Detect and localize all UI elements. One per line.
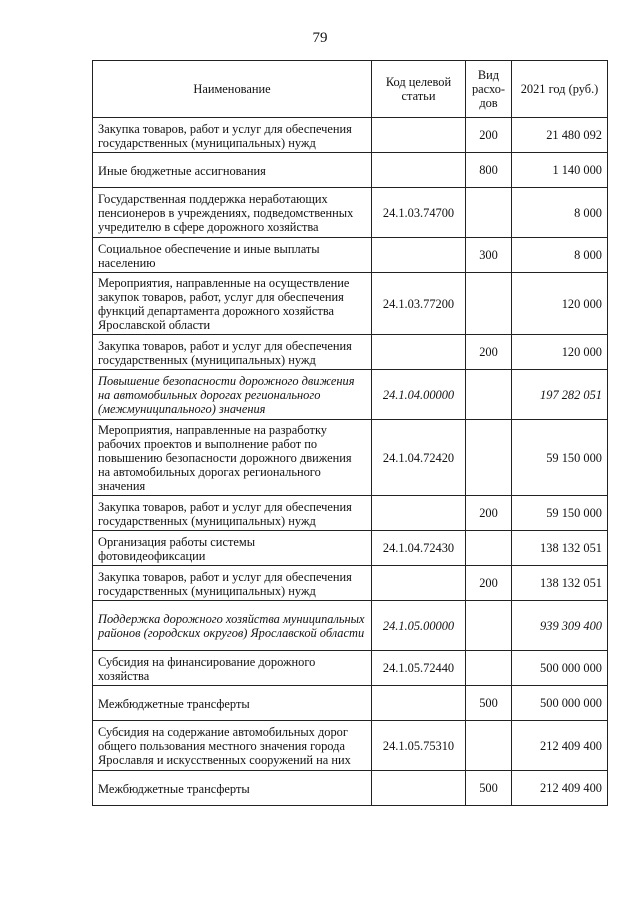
cell-type bbox=[466, 420, 512, 496]
table-row bbox=[93, 153, 608, 188]
cell-amount: 212 409 400 bbox=[512, 771, 608, 806]
cell-name: Субсидия на содержание автомобильных дорог общего пользования местного значения города Ярославля и искусственных сооружений на них bbox=[93, 721, 372, 771]
cell-code bbox=[372, 496, 466, 531]
cell-amount: 120 000 bbox=[512, 335, 608, 370]
table-row bbox=[93, 238, 608, 273]
table-row bbox=[93, 771, 608, 806]
cell-name: Закупка товаров, работ и услуг для обеспечения государственных (муниципальных) нужд bbox=[93, 496, 372, 531]
cell-amount: 1 140 000 bbox=[512, 153, 608, 188]
cell-type bbox=[466, 601, 512, 651]
cell-code bbox=[372, 118, 466, 153]
cell-code bbox=[372, 686, 466, 721]
cell-code: 24.1.05.72440 bbox=[372, 651, 466, 686]
cell-amount: 59 150 000 bbox=[512, 496, 608, 531]
cell-code: 24.1.04.72420 bbox=[372, 420, 466, 496]
cell-type bbox=[466, 651, 512, 686]
cell-amount: 500 000 000 bbox=[512, 651, 608, 686]
cell-type: 200 bbox=[466, 118, 512, 153]
cell-code: 24.1.03.74700 bbox=[372, 188, 466, 238]
cell-code bbox=[372, 566, 466, 601]
header-amount: 2021 год (руб.) bbox=[512, 61, 608, 118]
cell-name: Мероприятия, направленные на разработку рабочих проектов и выполнение работ по повышению безопасности дорожного движения на автомобильных дорогах регионального значения bbox=[93, 420, 372, 496]
cell-code: 24.1.04.00000 bbox=[372, 370, 466, 420]
cell-type: 500 bbox=[466, 771, 512, 806]
header-code: Код целевой статьи bbox=[372, 61, 466, 118]
table-row bbox=[93, 273, 608, 335]
table-row bbox=[93, 651, 608, 686]
page-number: 79 bbox=[312, 30, 328, 46]
cell-type: 200 bbox=[466, 335, 512, 370]
cell-code bbox=[372, 335, 466, 370]
header-name: Наименование bbox=[93, 61, 372, 118]
table-header-row bbox=[93, 61, 608, 118]
cell-amount: 212 409 400 bbox=[512, 721, 608, 771]
table-row bbox=[93, 566, 608, 601]
header-type: Вид расхо-дов bbox=[466, 61, 512, 118]
budget-table bbox=[92, 60, 608, 806]
cell-type bbox=[466, 273, 512, 335]
cell-name: Поддержка дорожного хозяйства муниципальных районов (городских округов) Ярославской области bbox=[93, 601, 372, 651]
cell-amount: 8 000 bbox=[512, 238, 608, 273]
cell-amount: 197 282 051 bbox=[512, 370, 608, 420]
table-body bbox=[93, 118, 608, 806]
cell-type: 200 bbox=[466, 566, 512, 601]
cell-code: 24.1.03.77200 bbox=[372, 273, 466, 335]
cell-name: Закупка товаров, работ и услуг для обеспечения государственных (муниципальных) нужд bbox=[93, 335, 372, 370]
cell-name: Иные бюджетные ассигнования bbox=[93, 153, 372, 188]
table-row bbox=[93, 531, 608, 566]
cell-name: Мероприятия, направленные на осуществление закупок товаров, работ, услуг для обеспечения функций департамента дорожного хозяйства Ярославской области bbox=[93, 273, 372, 335]
cell-name: Организация работы системы фотовидеофиксации bbox=[93, 531, 372, 566]
cell-name: Субсидия на финансирование дорожного хозяйства bbox=[93, 651, 372, 686]
cell-code bbox=[372, 238, 466, 273]
cell-type bbox=[466, 721, 512, 771]
table-row bbox=[93, 420, 608, 496]
cell-name: Государственная поддержка неработающих пенсионеров в учреждениях, подведомственных учредителю в сфере дорожного хозяйства bbox=[93, 188, 372, 238]
cell-name: Повышение безопасности дорожного движения на автомобильных дорогах регионального (межмуниципального) значения bbox=[93, 370, 372, 420]
cell-amount: 8 000 bbox=[512, 188, 608, 238]
cell-code bbox=[372, 153, 466, 188]
cell-code: 24.1.04.72430 bbox=[372, 531, 466, 566]
cell-name: Социальное обеспечение и иные выплаты населению bbox=[93, 238, 372, 273]
table-row bbox=[93, 188, 608, 238]
cell-amount: 500 000 000 bbox=[512, 686, 608, 721]
cell-name: Закупка товаров, работ и услуг для обеспечения государственных (муниципальных) нужд bbox=[93, 566, 372, 601]
cell-amount: 138 132 051 bbox=[512, 566, 608, 601]
cell-name: Межбюджетные трансферты bbox=[93, 686, 372, 721]
table-row bbox=[93, 118, 608, 153]
cell-code: 24.1.05.75310 bbox=[372, 721, 466, 771]
cell-type: 300 bbox=[466, 238, 512, 273]
cell-amount: 59 150 000 bbox=[512, 420, 608, 496]
table-row bbox=[93, 721, 608, 771]
cell-amount: 21 480 092 bbox=[512, 118, 608, 153]
cell-name: Закупка товаров, работ и услуг для обеспечения государственных (муниципальных) нужд bbox=[93, 118, 372, 153]
table-row bbox=[93, 686, 608, 721]
table-row bbox=[93, 601, 608, 651]
table-row bbox=[93, 370, 608, 420]
cell-amount: 939 309 400 bbox=[512, 601, 608, 651]
cell-type: 500 bbox=[466, 686, 512, 721]
cell-code: 24.1.05.00000 bbox=[372, 601, 466, 651]
table-row bbox=[93, 335, 608, 370]
cell-amount: 138 132 051 bbox=[512, 531, 608, 566]
cell-amount: 120 000 bbox=[512, 273, 608, 335]
cell-type: 200 bbox=[466, 496, 512, 531]
cell-code bbox=[372, 771, 466, 806]
table-row bbox=[93, 496, 608, 531]
cell-type bbox=[466, 188, 512, 238]
cell-type: 800 bbox=[466, 153, 512, 188]
cell-type bbox=[466, 531, 512, 566]
cell-type bbox=[466, 370, 512, 420]
cell-name: Межбюджетные трансферты bbox=[93, 771, 372, 806]
